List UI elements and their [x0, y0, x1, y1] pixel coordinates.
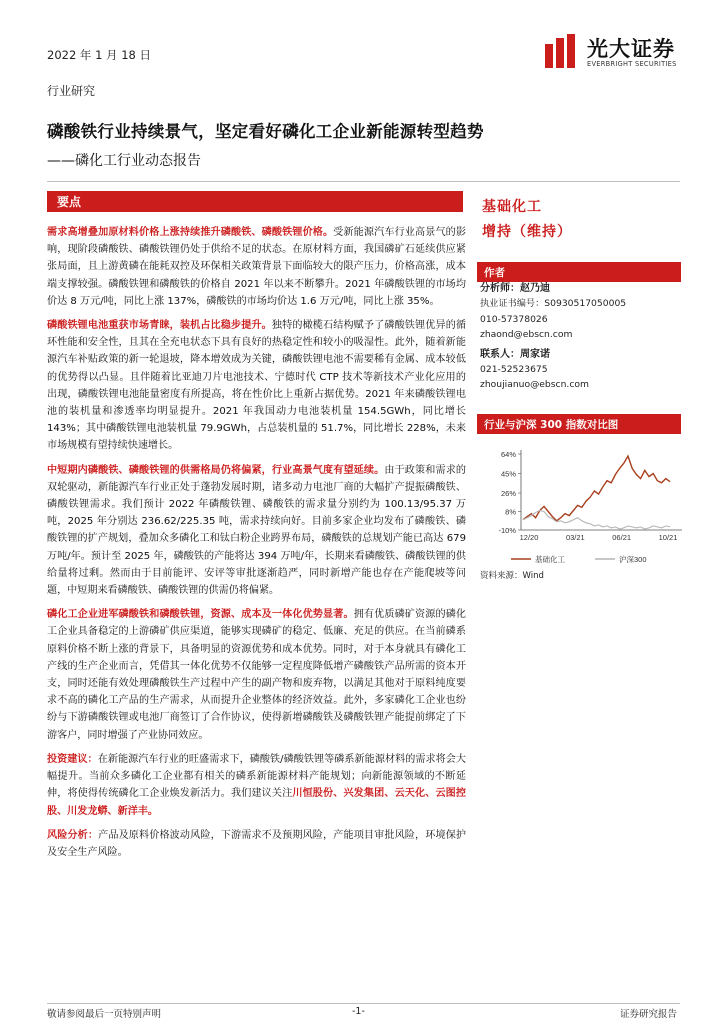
logo-name-cn: 光大证券	[587, 37, 675, 61]
paragraph-text: 拥有优质磷矿资源的磷化工企业具备稳定的上游磷矿供应渠道，能够实现磷矿的稳定、低廉、充足的供应。在当前磷系原料价格不断上涨的背景下，具备明显的资源优势和成本优势。同时，对于本身就具有磷化工产线的生产企业而言，凭借其一体化优势不仅能够一定程度降低增产磷酸铁产品所需的资本开支，同时还能有效处理磷酸铁生产过程中产生的副产物和废弃物，以满足其他对于原料纯度要求不高的磷化工产品的生产需求，从而提升企业整体的经济效益。此外，多家磷化工企业也纷纷与下游磷酸铁锂或电池厂商签订了合作协议，使得新增磷酸铁及磷酸铁锂产能提前绑定了下游客户，同时增强了产业协同效应。	[47, 609, 467, 741]
logo-mark-icon	[543, 34, 581, 68]
report-date: 2022 年 1 月 18 日	[47, 48, 151, 62]
analyst-phone: 010-57378026	[480, 314, 548, 325]
series-line-index	[523, 511, 670, 530]
footer-divider	[47, 1003, 680, 1004]
y-tick-label: 45%	[500, 469, 516, 479]
analyst-name: 分析师：赵乃迪	[480, 283, 550, 294]
chart-label: 行业与沪深 300 指数对比图	[484, 419, 619, 431]
paragraph-heading: 磷酸铁锂电池重获市场青睐，装机占比稳步提升。	[47, 320, 272, 332]
sidebar-rating: 增持（维持）	[482, 224, 572, 240]
paragraph-demand	[47, 224, 466, 310]
author-label: 作者	[484, 267, 505, 279]
sidebar-industry: 基础化工	[482, 199, 542, 215]
paragraph-text: 在新能源汽车行业的旺盛需求下，磷酸铁/磷酸铁锂等磷系新能源材料的需求将会大幅提升。当前众多磷化工企业都有相关的磷系新能源材料产能规划；向新能源领域的不断延伸，将使得传统磷化工企业焕发新活力。我们建议关注	[47, 753, 466, 800]
paragraph-heading: 需求高增叠加原材料价格上涨持续推升磷酸铁、磷酸铁锂价格。	[47, 227, 334, 238]
header-divider	[47, 181, 680, 182]
industry-index-chart	[477, 440, 687, 575]
page-number: -1-	[352, 1006, 365, 1017]
contact-name: 联系人：周家诺	[480, 349, 550, 360]
chart-source: 资料来源：Wind	[480, 571, 544, 581]
x-tick-label: 12/20	[519, 533, 539, 542]
paragraph-heading: 磷化工企业进军磷酸铁和磷酸铁锂，资源、成本及一体化优势显著。	[47, 609, 354, 621]
y-tick-label: -10%	[498, 526, 516, 535]
paragraph-battery	[47, 317, 466, 455]
x-tick-label: 03/21	[565, 533, 585, 542]
logo-name-en: EVERBRIGHT SECURITIES	[587, 60, 677, 68]
x-tick-label: 10/21	[658, 533, 678, 542]
y-tick-label: 8%	[505, 507, 516, 517]
paragraph-heading: 风险分析：	[47, 829, 99, 841]
contact-phone: 021-52523675	[480, 364, 548, 375]
recommended-stocks: 川恒股份、兴发集团、云天化、云图控股、川发龙蟒、新洋丰。	[47, 788, 466, 817]
report-title: 磷酸铁行业持续景气，坚定看好磷化工企业新能源转型趋势	[47, 122, 484, 141]
section-bar	[47, 191, 463, 212]
paragraph-heading: 中短期内磷酸铁、磷酸铁锂的供需格局仍将偏紧，行业高景气度有望延续。	[47, 464, 385, 476]
footer-report-type: 证券研究报告	[620, 1009, 678, 1020]
report-category: 行业研究	[47, 84, 96, 98]
section-label: 要点	[57, 195, 82, 209]
analyst-cert: 执业证书编号：S0930517050005	[480, 298, 627, 309]
author-bar	[477, 262, 681, 282]
paragraph-supply	[47, 462, 466, 600]
report-subtitle: ——磷化工行业动态报告	[47, 153, 201, 169]
paragraph-investment	[47, 751, 466, 820]
paragraph-text: 受新能源汽车行业高景气的影响，现阶段磷酸铁、磷酸铁锂仍处于供给不足的状态。在原材料方面，我国磷矿石延续供应紧张局面，且上游黄磷在能耗双控及环保相关政策背景下面临较大的限产压力，价格高涨，成本端支撑较强。磷酸铁锂和磷酸铁的价格自 2021 年以来不断攀升。2021 年磷酸铁锂的市场均价达 8 万元/吨，同比上涨 137%，磷酸铁的市场均价达 1.6 万元/吨，同比上涨 35%。	[47, 227, 466, 307]
contact-email[interactable]: zhoujianuo@ebscn.com	[480, 379, 589, 390]
x-tick-label: 06/21	[612, 533, 632, 542]
y-tick-label: 64%	[500, 450, 516, 459]
paragraph-text: 产品及原料价格波动风险，下游需求不及预期风险，产能项目审批风险，环境保护及安全生产风险。	[47, 829, 467, 858]
paragraph-text: 独特的橄榄石结构赋予了磷酸铁锂优异的循环性能和安全性，且其在全充电状态下具有良好的热稳定性和较小的吸湿性。此外，随着新能源汽车补贴政策的新一轮退坡，降本增效成为关键，磷酸铁锂电池不需要稀有金属、成本较低的优势得以凸显。且伴随着比亚迪刀片电池技术、宁德时代 CTP 技术等新技术产业化应用的出现，磷酸铁锂电池能量密度有所提高，将在性价比上重新占据优势。2021 年来磷酸铁锂电池的装机量和渗透率均明显提升。2021 年我国动力电池装机量 154.5GWh，同比增长 143%；其中磷酸铁锂电池装机量 79.9GWh，占总装机量的 51.7%，同比增长 228%，未来市场规模有望持续快速增长。	[47, 320, 467, 452]
paragraph-risk	[47, 827, 466, 861]
footer-disclaimer: 敬请参阅最后一页特别声明	[47, 1009, 162, 1020]
company-logo	[543, 30, 693, 74]
y-tick-label: 26%	[500, 489, 516, 499]
analyst-email[interactable]: zhaond@ebscn.com	[480, 329, 573, 340]
paragraph-advantage	[47, 606, 466, 744]
paragraph-heading: 投资建议：	[47, 753, 98, 765]
main-body	[47, 224, 466, 861]
paragraph-text: 由于政策和需求的双轮驱动，新能源汽车行业正处于蓬勃发展时期，诸多动力电池厂商的大幅扩产提振磷酸铁、磷酸铁锂需求。我们预计 2022 年磷酸铁锂、磷酸铁的需求量分别约为 100.13/95.37 万吨，2025 年分别达 236.62/225.35 吨，需求持续向好。目前多家企业均发布了磷酸铁、磷酸铁锂的扩产规划，叠加众多磷化工和钛白粉企业跨界布局，磷酸铁的总规划产能已高达 679 万吨/年。预计至 2025 年，磷酸铁的产能将达 394 万吨/年，长期来看磷酸铁、磷酸铁锂的供给量将过剩。然而由于目前能评、安评等审批逐渐趋严，同时新增产能也存在产能爬坡等问题，中短期来看磷酸铁、磷酸铁锂的供需仍将偏紧。	[47, 464, 467, 597]
series-line-industry	[523, 456, 670, 521]
legend-label: 沪深300	[619, 555, 647, 564]
legend-label: 基础化工	[535, 555, 565, 564]
